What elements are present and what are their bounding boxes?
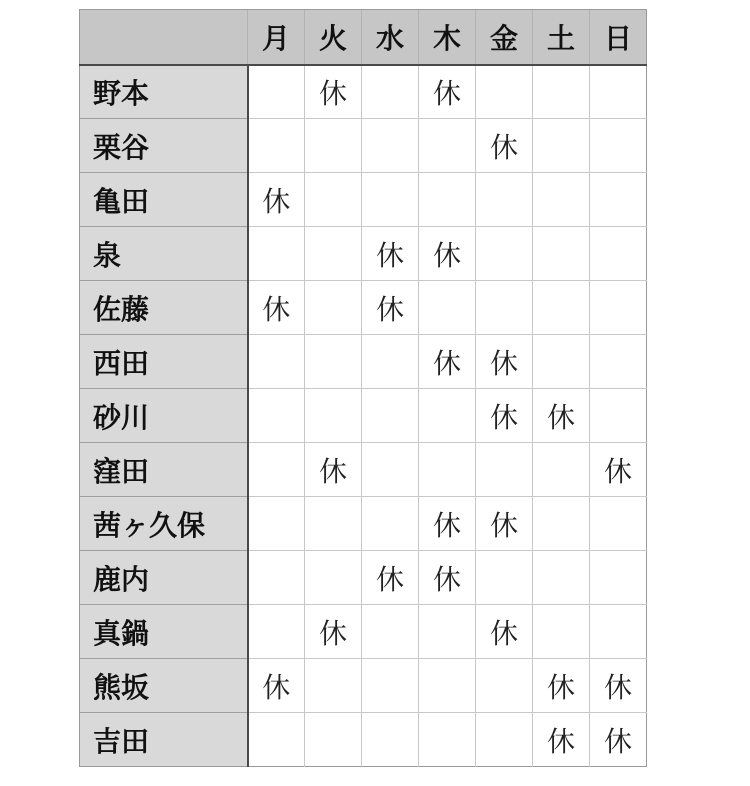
employee-name: 砂川 [80,389,248,443]
day-header-fri: 金 [476,10,533,65]
schedule-cell-sun [590,119,647,173]
table-row [80,119,647,173]
employee-name: 熊坂 [80,659,248,713]
schedule-cell-sun [590,281,647,335]
day-header-mon: 月 [248,10,305,65]
schedule-cell-wed [362,659,419,713]
schedule-cell-wed [362,173,419,227]
day-header-wed: 水 [362,10,419,65]
schedule-cell-mon [248,227,305,281]
day-header-tue: 火 [305,10,362,65]
schedule-cell-tue [305,173,362,227]
schedule-cell-sun: 休 [590,443,647,497]
schedule-cell-tue [305,119,362,173]
table-row [80,497,647,551]
schedule-cell-wed [362,497,419,551]
employee-name: 吉田 [80,713,248,767]
schedule-cell-tue: 休 [305,443,362,497]
schedule-cell-wed [362,389,419,443]
schedule-cell-sat [533,119,590,173]
schedule-cell-thu [419,173,476,227]
day-header-thu: 木 [419,10,476,65]
schedule-cell-mon [248,443,305,497]
schedule-cell-thu [419,443,476,497]
schedule-cell-tue [305,389,362,443]
schedule-cell-sun: 休 [590,659,647,713]
schedule-cell-mon [248,389,305,443]
schedule-cell-wed [362,119,419,173]
schedule-cell-sun [590,227,647,281]
schedule-cell-fri: 休 [476,119,533,173]
schedule-cell-sat [533,281,590,335]
schedule-cell-tue [305,335,362,389]
schedule-cell-sun [590,389,647,443]
schedule-cell-fri [476,281,533,335]
schedule-cell-fri [476,227,533,281]
schedule-cell-tue [305,497,362,551]
schedule-cell-wed [362,443,419,497]
schedule-cell-tue [305,551,362,605]
schedule-cell-fri [476,443,533,497]
schedule-cell-sat [533,173,590,227]
schedule-cell-sat [533,497,590,551]
schedule-cell-wed [362,335,419,389]
schedule-cell-tue: 休 [305,65,362,119]
schedule-cell-sun: 休 [590,713,647,767]
header-row [80,10,647,65]
employee-name: 茜ヶ久保 [80,497,248,551]
schedule-cell-sat [533,551,590,605]
schedule-cell-sun [590,605,647,659]
schedule-cell-wed [362,605,419,659]
table-row [80,443,647,497]
table-row [80,605,647,659]
table-row [80,389,647,443]
schedule-table [79,9,647,767]
schedule-cell-fri [476,551,533,605]
schedule-cell-sun [590,497,647,551]
schedule-cell-tue [305,713,362,767]
schedule-cell-thu [419,605,476,659]
schedule-cell-sun [590,173,647,227]
schedule-cell-sun [590,65,647,119]
schedule-cell-sat [533,605,590,659]
corner-cell [80,10,248,65]
schedule-cell-sat [533,227,590,281]
schedule-cell-thu [419,281,476,335]
schedule-cell-mon: 休 [248,659,305,713]
table-row [80,281,647,335]
schedule-cell-mon [248,119,305,173]
schedule-cell-wed [362,713,419,767]
schedule-cell-sun [590,335,647,389]
day-header-sat: 土 [533,10,590,65]
table-row [80,173,647,227]
employee-name: 西田 [80,335,248,389]
schedule-cell-mon [248,605,305,659]
table-row [80,659,647,713]
schedule-cell-tue: 休 [305,605,362,659]
schedule-cell-thu: 休 [419,227,476,281]
schedule-cell-thu [419,713,476,767]
schedule-cell-sat: 休 [533,389,590,443]
schedule-cell-thu: 休 [419,335,476,389]
schedule-cell-wed: 休 [362,227,419,281]
schedule-cell-sat [533,65,590,119]
employee-name: 鹿内 [80,551,248,605]
schedule-cell-sat: 休 [533,659,590,713]
schedule-cell-thu: 休 [419,551,476,605]
employee-name: 窪田 [80,443,248,497]
schedule-cell-sat [533,443,590,497]
schedule-cell-wed: 休 [362,281,419,335]
schedule-cell-sat: 休 [533,713,590,767]
schedule-cell-sat [533,335,590,389]
schedule-cell-tue [305,227,362,281]
schedule-cell-fri: 休 [476,389,533,443]
table-row [80,713,647,767]
employee-name: 泉 [80,227,248,281]
schedule-cell-mon [248,497,305,551]
schedule-cell-tue [305,281,362,335]
schedule-body [80,65,647,767]
schedule-cell-mon [248,335,305,389]
employee-name: 栗谷 [80,119,248,173]
schedule-cell-thu [419,659,476,713]
table-row [80,65,647,119]
schedule-cell-fri: 休 [476,605,533,659]
table-row [80,227,647,281]
day-header-sun: 日 [590,10,647,65]
schedule-cell-thu [419,389,476,443]
schedule-cell-fri [476,173,533,227]
schedule-cell-fri [476,713,533,767]
schedule-cell-mon [248,65,305,119]
schedule-cell-mon [248,551,305,605]
schedule-cell-fri: 休 [476,497,533,551]
schedule-cell-tue [305,659,362,713]
schedule-cell-sun [590,551,647,605]
schedule-cell-mon [248,713,305,767]
employee-name: 佐藤 [80,281,248,335]
schedule-cell-thu: 休 [419,497,476,551]
schedule-cell-thu [419,119,476,173]
employee-name: 亀田 [80,173,248,227]
schedule-cell-wed: 休 [362,551,419,605]
schedule-cell-mon: 休 [248,173,305,227]
schedule-cell-fri [476,65,533,119]
table-row [80,335,647,389]
employee-name: 野本 [80,65,248,119]
employee-name: 真鍋 [80,605,248,659]
schedule-cell-thu: 休 [419,65,476,119]
table-row [80,551,647,605]
schedule-cell-fri [476,659,533,713]
schedule-cell-fri: 休 [476,335,533,389]
schedule-cell-wed [362,65,419,119]
schedule-cell-mon: 休 [248,281,305,335]
